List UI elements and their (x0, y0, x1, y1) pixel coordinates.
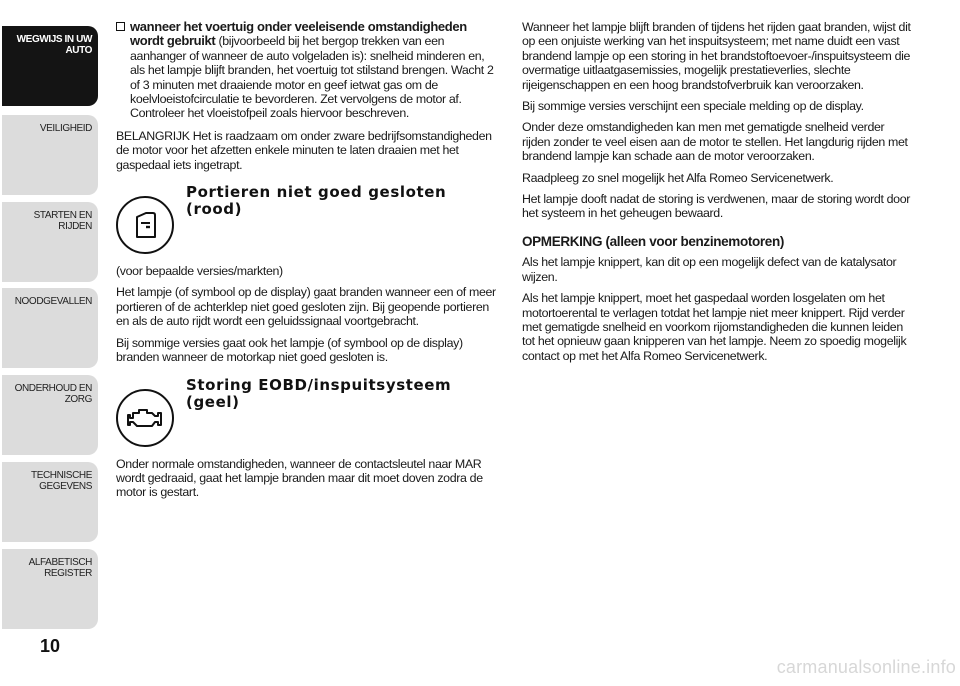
section-doors-header (116, 184, 496, 254)
note-paragraph: Als het lampje knippert, moet het gaspedaal worden losgelaten om het motortoerental te verlagen totdat het lampje niet meer knippert. Rijd verder met gematigde snelheid en voorkom rijomstandigheden die kunnen leiden tot het opnieuw gaan knipperen van het lampje. Neem zo spoedig mogelijk contact op met het Alfa Romeo Servicenetwerk. (522, 291, 907, 363)
section-title: Storing EOBD/inspuitsysteem (geel) (186, 375, 452, 411)
section-paragraph: Onder normale omstandigheden, wanneer de contactsleutel naar MAR wordt gedraaid, gaat het lampje branden maar dit moet doven zodra de motor is gestart. (116, 456, 483, 500)
section-paragraph: (voor bepaalde versies/markten) (116, 264, 283, 279)
note-heading: OPMERKING (alleen voor benzinemotoren) (522, 233, 784, 249)
paragraph: Het lampje dooft nadat de storing is verdwenen, maar de storing wordt door het systeem in het geheugen bewaard. (522, 192, 911, 221)
section-paragraph: Het lampje (of symbool op de display) gaat branden wanneer een of meer portieren of de achterklep niet goed gesloten zijn. Bij geopende portieren en als de auto rijdt wordt een geluidssignaal voortgebracht. (116, 285, 496, 329)
chapter-sidebar (0, 0, 100, 686)
checkbox-bullet-icon (116, 22, 125, 31)
important-note: BELANGRIJK Het is raadzaam om onder zware bedrijfsomstandigheden de motor voor het afzetten enkele minuten te laten draaien met het gaspedaal iets ingetrapt. (116, 128, 492, 172)
tab-alfabetisch-register[interactable]: ALFABETISCH REGISTER (2, 549, 98, 629)
section-paragraph: Bij sommige versies gaat ook het lampje (of symbool op de display) branden wanneer de motorkap niet goed gesloten is. (116, 335, 463, 365)
section-title: Portieren niet goed gesloten (rood) (186, 183, 447, 219)
tab-wegwijs-in-uw-auto[interactable]: WEGWIJS IN UW AUTO (2, 26, 98, 106)
bullet-text: (bijvoorbeeld bij het bergop trekken van een aanhanger of wanneer de auto volgeladen is): snelheid minderen en, als het lampje blijft branden, het voertuig tot stilstand brengen. Wacht 2 of 3 minuten met draaiende motor en geef ietwat gas om de koelvloeistofcirculatie te bevorderen. Zet vervolgens de motor af. Controleer het vloeistofpeil zoals hiervoor beschreven. (130, 34, 494, 121)
paragraph: Onder deze omstandigheden kan men met gematigde snelheid verder rijden zonder te veel eisen aan de motor te stellen. Het langdurig rijden met brandend lampje kan schade aan de motor veroorzaken. (522, 120, 908, 164)
left-column (116, 20, 496, 507)
right-column (522, 20, 912, 370)
paragraph: Wanneer het lampje blijft branden of tijdens het rijden gaat branden, wijst dit op een onjuiste werking van het inspuitsysteem; met name duidt een vast brandend lampje op een storing in het brandstoftoevoer-/inspuitsysteem die overmatige uitlaatgasemissies, mogelijk prestatieverlies, slechte rijeigenschappen en een hoog brandstofverbruik kan veroorzaken. (522, 20, 911, 92)
paragraph: Raadpleeg zo snel mogelijk het Alfa Romeo Servicenetwerk. (522, 170, 834, 185)
engine-check-icon (116, 389, 174, 447)
page-number: 10 (39, 636, 61, 656)
tab-technische-gegevens[interactable]: TECHNISCHE GEGEVENS (2, 462, 98, 542)
tab-veiligheid[interactable]: VEILIGHEID (2, 115, 98, 195)
door-open-icon (116, 196, 174, 254)
tab-noodgevallen[interactable]: NOODGEVALLEN (2, 288, 98, 368)
tab-starten-en-rijden[interactable]: STARTEN EN RIJDEN (2, 202, 98, 282)
tab-onderhoud-en-zorg[interactable]: ONDERHOUD EN ZORG (2, 375, 98, 455)
bullet-lead: wanneer het voertuig onder veeleisende omstandigheden wordt gebruikt (130, 19, 467, 49)
section-eobd-header (116, 377, 496, 447)
paragraph: Bij sommige versies verschijnt een speciale melding op de display. (522, 99, 864, 114)
note-paragraph: Als het lampje knippert, kan dit op een mogelijk defect van de katalysator wijzen. (522, 255, 897, 284)
watermark: carmanualsonline.info (776, 657, 956, 677)
bullet-item (116, 20, 496, 121)
